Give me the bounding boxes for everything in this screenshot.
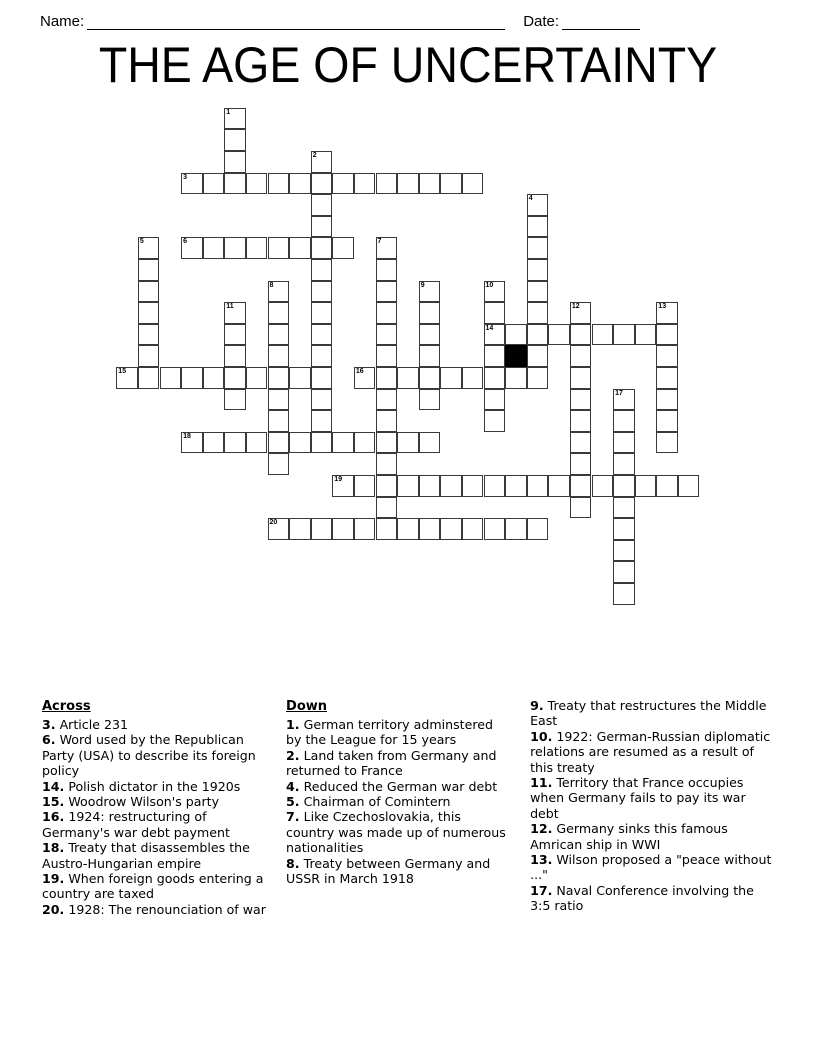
- grid-cell[interactable]: [419, 281, 441, 303]
- grid-cell[interactable]: [246, 173, 268, 195]
- grid-cell[interactable]: [419, 475, 441, 497]
- grid-cell[interactable]: [527, 302, 549, 324]
- grid-cell[interactable]: [332, 518, 354, 540]
- grid-cell[interactable]: [656, 345, 678, 367]
- clue-number: 13.: [530, 852, 553, 868]
- clue-item: [530, 821, 774, 852]
- grid-cell[interactable]: [224, 367, 246, 389]
- clue-item: [286, 779, 512, 794]
- grid-cell[interactable]: [484, 518, 506, 540]
- grid-cell[interactable]: [376, 345, 398, 367]
- grid-cell[interactable]: [289, 432, 311, 454]
- grid-cell[interactable]: [224, 432, 246, 454]
- grid-cell[interactable]: [181, 237, 203, 259]
- grid-cell-number: 7: [377, 238, 382, 246]
- clue-number: 8.: [286, 855, 300, 871]
- clue-number: 20.: [42, 901, 65, 917]
- grid-cell[interactable]: [224, 389, 246, 411]
- grid-cell[interactable]: [246, 432, 268, 454]
- clue-text: Treaty that disassembles the Austro-Hungarian empire: [42, 840, 250, 871]
- grid-cell[interactable]: [527, 324, 549, 346]
- grid-cell[interactable]: [354, 432, 376, 454]
- grid-cell[interactable]: [224, 173, 246, 195]
- clue-item: [530, 852, 774, 883]
- grid-cell[interactable]: [203, 173, 225, 195]
- grid-cell[interactable]: [419, 518, 441, 540]
- grid-cell[interactable]: [570, 367, 592, 389]
- grid-cell-number: 9: [420, 281, 425, 289]
- grid-cell[interactable]: [527, 237, 549, 259]
- grid-cell[interactable]: [678, 475, 700, 497]
- grid-cell[interactable]: [656, 367, 678, 389]
- grid-cell[interactable]: [462, 173, 484, 195]
- clue-item: [42, 902, 268, 917]
- grid-cell[interactable]: [289, 367, 311, 389]
- grid-cell[interactable]: [613, 432, 635, 454]
- clue-text: Article 231: [55, 717, 129, 732]
- grid-cell[interactable]: [311, 194, 333, 216]
- grid-cell[interactable]: [592, 324, 614, 346]
- grid-cell[interactable]: [656, 324, 678, 346]
- grid-cell[interactable]: [354, 518, 376, 540]
- grid-cell[interactable]: [613, 540, 635, 562]
- grid-cell[interactable]: [419, 345, 441, 367]
- grid-cell[interactable]: [376, 518, 398, 540]
- grid-cell[interactable]: [138, 324, 160, 346]
- clue-item: [530, 883, 774, 914]
- grid-cell[interactable]: [570, 324, 592, 346]
- clue-item: [530, 729, 774, 775]
- grid-cell[interactable]: [224, 237, 246, 259]
- clue-text: Reduced the German war debt: [299, 778, 498, 794]
- grid-cell-number: 11: [226, 303, 234, 311]
- grid-cell[interactable]: [268, 324, 290, 346]
- name-label: Name:: [40, 13, 85, 30]
- clue-number: 5.: [286, 794, 300, 810]
- grid-cell-number: 17: [615, 389, 623, 397]
- grid-cell[interactable]: [613, 410, 635, 432]
- grid-cell[interactable]: [527, 194, 549, 216]
- grid-cell[interactable]: [397, 432, 419, 454]
- grid-cell[interactable]: [440, 475, 462, 497]
- clue-text: 1928: The renounciation of war: [64, 901, 266, 917]
- grid-cell[interactable]: [311, 151, 333, 173]
- down-clue-column-continued: [530, 698, 774, 998]
- grid-cell-number: 12: [571, 303, 580, 311]
- grid-cell[interactable]: [311, 216, 333, 238]
- clue-text: Like Czechoslovakia, this country was made up of numerous nationalities: [286, 809, 506, 856]
- clue-number: 9.: [530, 698, 544, 713]
- grid-cell[interactable]: [613, 518, 635, 540]
- grid-cell[interactable]: [419, 432, 441, 454]
- grid-cell[interactable]: [613, 324, 635, 346]
- grid-cell-number: 4: [528, 195, 533, 203]
- grid-cell-number: 15: [118, 368, 127, 375]
- grid-cell[interactable]: [289, 237, 311, 259]
- grid-cell[interactable]: [203, 367, 225, 389]
- grid-cell[interactable]: [138, 281, 160, 303]
- grid-cell[interactable]: [419, 324, 441, 346]
- grid-cell[interactable]: [311, 410, 333, 432]
- grid-cell[interactable]: [376, 302, 398, 324]
- grid-cell-number: 19: [334, 476, 343, 483]
- clue-item: [42, 779, 268, 794]
- grid-cell[interactable]: [462, 367, 484, 389]
- grid-cell[interactable]: [376, 432, 398, 454]
- grid-cell[interactable]: [527, 518, 549, 540]
- clue-text: 1922: German-Russian diplomatic relations are resumed as a result of this treaty: [530, 728, 771, 775]
- grid-cell[interactable]: [570, 410, 592, 432]
- grid-cell-number: 16: [355, 368, 364, 375]
- grid-cell[interactable]: [570, 497, 592, 519]
- clue-number: 12.: [530, 821, 553, 837]
- grid-cell[interactable]: [484, 324, 506, 346]
- clue-item: [530, 775, 774, 821]
- grid-cell[interactable]: [484, 389, 506, 411]
- grid-cell[interactable]: [268, 237, 290, 259]
- clue-item: [286, 717, 512, 748]
- grid-cell[interactable]: [181, 432, 203, 454]
- grid-cell[interactable]: [311, 281, 333, 303]
- clue-item: [286, 856, 512, 887]
- grid-cell-number: 8: [269, 281, 274, 289]
- grid-cell[interactable]: [397, 173, 419, 195]
- grid-cell[interactable]: [484, 367, 506, 389]
- grid-cell[interactable]: [160, 367, 182, 389]
- grid-cell[interactable]: [224, 129, 246, 151]
- grid-cell[interactable]: [656, 410, 678, 432]
- grid-cell[interactable]: [484, 281, 506, 303]
- grid-cell[interactable]: [224, 151, 246, 173]
- grid-cell[interactable]: [613, 561, 635, 583]
- clue-text: Chairman of Comintern: [299, 794, 451, 810]
- down-clue-column: [286, 698, 530, 998]
- grid-cell[interactable]: [419, 173, 441, 195]
- grid-cell[interactable]: [138, 237, 160, 259]
- grid-cell[interactable]: [527, 367, 549, 389]
- down-heading: Down: [286, 699, 328, 714]
- grid-cell[interactable]: [613, 475, 635, 497]
- grid-cell[interactable]: [246, 237, 268, 259]
- grid-cell[interactable]: [376, 173, 398, 195]
- across-heading: Across: [42, 699, 91, 714]
- grid-cell-number: 5: [139, 238, 144, 246]
- clue-text: Naval Conference involving the 3:5 ratio: [530, 882, 754, 914]
- clue-text: Land taken from Germany and returned to France: [286, 747, 497, 779]
- grid-cell[interactable]: [332, 475, 354, 497]
- grid-cell[interactable]: [419, 389, 441, 411]
- grid-cell[interactable]: [311, 367, 333, 389]
- grid-cell[interactable]: [440, 367, 462, 389]
- clue-number: 4.: [286, 778, 300, 794]
- clue-text: Treaty that restructures the Middle East: [530, 698, 767, 729]
- grid-cell[interactable]: [570, 475, 592, 497]
- clue-number: 14.: [42, 778, 65, 794]
- clue-text: Wilson proposed a "peace without ...": [530, 852, 772, 883]
- grid-cell[interactable]: [268, 432, 290, 454]
- grid-cell-blocked: [505, 345, 527, 367]
- grid-cell[interactable]: [376, 475, 398, 497]
- grid-cell[interactable]: [548, 475, 570, 497]
- grid-cell[interactable]: [462, 518, 484, 540]
- grid-cell[interactable]: [311, 237, 333, 259]
- clue-item: [42, 794, 268, 809]
- grid-cell[interactable]: [613, 453, 635, 475]
- grid-cell[interactable]: [613, 583, 635, 605]
- grid-cell[interactable]: [376, 389, 398, 411]
- grid-cell-number: 18: [183, 432, 191, 440]
- clue-item: [286, 794, 512, 809]
- grid-cell-number: 10: [485, 281, 494, 289]
- clue-number: 7.: [286, 809, 300, 825]
- clue-item: [42, 871, 268, 902]
- grid-cell[interactable]: [289, 518, 311, 540]
- grid-cell[interactable]: [311, 389, 333, 411]
- grid-cell-number: 14: [485, 324, 494, 332]
- grid-cell[interactable]: [592, 475, 614, 497]
- grid-cell[interactable]: [246, 367, 268, 389]
- grid-cell[interactable]: [570, 389, 592, 411]
- grid-cell-number: 6: [183, 238, 187, 246]
- grid-cell[interactable]: [332, 432, 354, 454]
- grid-cell[interactable]: [376, 410, 398, 432]
- grid-cell[interactable]: [440, 518, 462, 540]
- clue-item: [42, 732, 268, 778]
- grid-cell-number: 1: [226, 108, 231, 116]
- clue-number: 17.: [530, 882, 553, 898]
- clue-number: 6.: [42, 732, 56, 748]
- grid-cell[interactable]: [332, 237, 354, 259]
- grid-cell[interactable]: [527, 216, 549, 238]
- clue-lists: [0, 698, 816, 998]
- grid-cell[interactable]: [397, 367, 419, 389]
- grid-cell[interactable]: [376, 497, 398, 519]
- grid-cell[interactable]: [505, 367, 527, 389]
- clue-number: 19.: [42, 871, 65, 887]
- grid-cell[interactable]: [505, 475, 527, 497]
- grid-cell[interactable]: [376, 367, 398, 389]
- grid-cell[interactable]: [505, 518, 527, 540]
- grid-cell[interactable]: [397, 475, 419, 497]
- grid-cell[interactable]: [397, 518, 419, 540]
- grid-cell[interactable]: [224, 345, 246, 367]
- clue-number: 3.: [42, 717, 56, 732]
- grid-cell[interactable]: [138, 302, 160, 324]
- grid-cell[interactable]: [484, 345, 506, 367]
- grid-cell[interactable]: [138, 259, 160, 281]
- grid-cell-number: 20: [269, 519, 278, 527]
- grid-cell[interactable]: [311, 432, 333, 454]
- clue-text: Germany sinks this famous Amrican ship in WWI: [530, 821, 728, 852]
- clue-text: Polish dictator in the 1920s: [64, 778, 241, 794]
- grid-cell[interactable]: [656, 389, 678, 411]
- grid-cell[interactable]: [376, 237, 398, 259]
- grid-cell[interactable]: [224, 324, 246, 346]
- grid-cell[interactable]: [527, 281, 549, 303]
- grid-cell[interactable]: [354, 475, 376, 497]
- clue-text: Territory that France occupies when Germany fails to pay its war debt: [530, 775, 746, 821]
- grid-cell[interactable]: [613, 389, 635, 411]
- grid-cell[interactable]: [203, 432, 225, 454]
- grid-cell[interactable]: [311, 302, 333, 324]
- grid-cell[interactable]: [268, 367, 290, 389]
- grid-cell[interactable]: [570, 302, 592, 324]
- grid-cell[interactable]: [268, 281, 290, 303]
- grid-cell[interactable]: [440, 173, 462, 195]
- grid-cell-number: 3: [183, 173, 187, 181]
- grid-cell[interactable]: [138, 345, 160, 367]
- grid-cell[interactable]: [376, 281, 398, 303]
- clue-text: Word used by the Republican Party (USA) to describe its foreign policy: [42, 732, 256, 779]
- across-clue-column: [42, 698, 286, 998]
- grid-cell[interactable]: [311, 324, 333, 346]
- clue-item: [42, 717, 268, 732]
- grid-cell[interactable]: [635, 475, 657, 497]
- grid-cell[interactable]: [484, 302, 506, 324]
- grid-cell[interactable]: [656, 475, 678, 497]
- grid-cell[interactable]: [138, 367, 160, 389]
- grid-cell[interactable]: [224, 302, 246, 324]
- grid-cell[interactable]: [311, 173, 333, 195]
- clue-number: 15.: [42, 794, 65, 810]
- grid-cell[interactable]: [376, 259, 398, 281]
- grid-cell[interactable]: [656, 302, 678, 324]
- clue-number: 11.: [530, 775, 553, 791]
- grid-cell-number: 2: [312, 152, 317, 159]
- grid-cell[interactable]: [656, 432, 678, 454]
- grid-cell[interactable]: [462, 475, 484, 497]
- grid-cell[interactable]: [419, 302, 441, 324]
- clue-number: 18.: [42, 840, 65, 856]
- grid-cell[interactable]: [181, 367, 203, 389]
- grid-cell[interactable]: [354, 173, 376, 195]
- grid-cell[interactable]: [268, 410, 290, 432]
- grid-cell[interactable]: [181, 173, 203, 195]
- date-label: Date:: [523, 13, 560, 30]
- grid-cell[interactable]: [311, 345, 333, 367]
- grid-cell[interactable]: [332, 173, 354, 195]
- grid-cell[interactable]: [527, 345, 549, 367]
- grid-cell[interactable]: [311, 518, 333, 540]
- grid-cell[interactable]: [203, 237, 225, 259]
- clue-number: 1.: [286, 717, 300, 732]
- grid-cell[interactable]: [505, 324, 527, 346]
- grid-cell[interactable]: [354, 367, 376, 389]
- grid-cell[interactable]: [613, 497, 635, 519]
- grid-cell[interactable]: [419, 367, 441, 389]
- clue-number: 16.: [42, 809, 65, 825]
- grid-cell[interactable]: [268, 389, 290, 411]
- grid-cell[interactable]: [376, 453, 398, 475]
- clue-number: 10.: [530, 728, 553, 744]
- clue-text: German territory adminstered by the League for 15 years: [286, 717, 493, 748]
- grid-cell[interactable]: [548, 324, 570, 346]
- grid-cell[interactable]: [268, 453, 290, 475]
- clue-text: Woodrow Wilson's party: [64, 794, 220, 810]
- grid-cell[interactable]: [311, 259, 333, 281]
- clue-item: [286, 748, 512, 779]
- grid-cell[interactable]: [116, 367, 138, 389]
- grid-cell[interactable]: [268, 302, 290, 324]
- clue-text: 1924: restructuring of Germany's war debt payment: [42, 809, 230, 840]
- clue-item: [42, 840, 268, 871]
- grid-cell[interactable]: [376, 324, 398, 346]
- clue-text: When foreign goods entering a country are taxed: [42, 871, 264, 902]
- clue-item: [42, 809, 268, 840]
- grid-cell[interactable]: [570, 345, 592, 367]
- clue-text: Treaty between Germany and USSR in March 1918: [286, 855, 491, 887]
- grid-cell[interactable]: [268, 518, 290, 540]
- grid-cell[interactable]: [484, 475, 506, 497]
- grid-cell[interactable]: [224, 108, 246, 130]
- grid-cell[interactable]: [570, 453, 592, 475]
- clue-item: [530, 698, 774, 729]
- grid-cell-number: 13: [658, 303, 667, 311]
- grid-cell[interactable]: [570, 432, 592, 454]
- page-title: THE AGE OF UNCERTAINTY: [98, 37, 718, 93]
- grid-cell[interactable]: [484, 410, 506, 432]
- grid-cell[interactable]: [527, 475, 549, 497]
- clue-item: [286, 809, 512, 855]
- grid-cell[interactable]: [268, 345, 290, 367]
- grid-cell[interactable]: [527, 259, 549, 281]
- grid-cell[interactable]: [635, 324, 657, 346]
- grid-cell[interactable]: [268, 173, 290, 195]
- grid-cell[interactable]: [289, 173, 311, 195]
- clue-number: 2.: [286, 747, 300, 763]
